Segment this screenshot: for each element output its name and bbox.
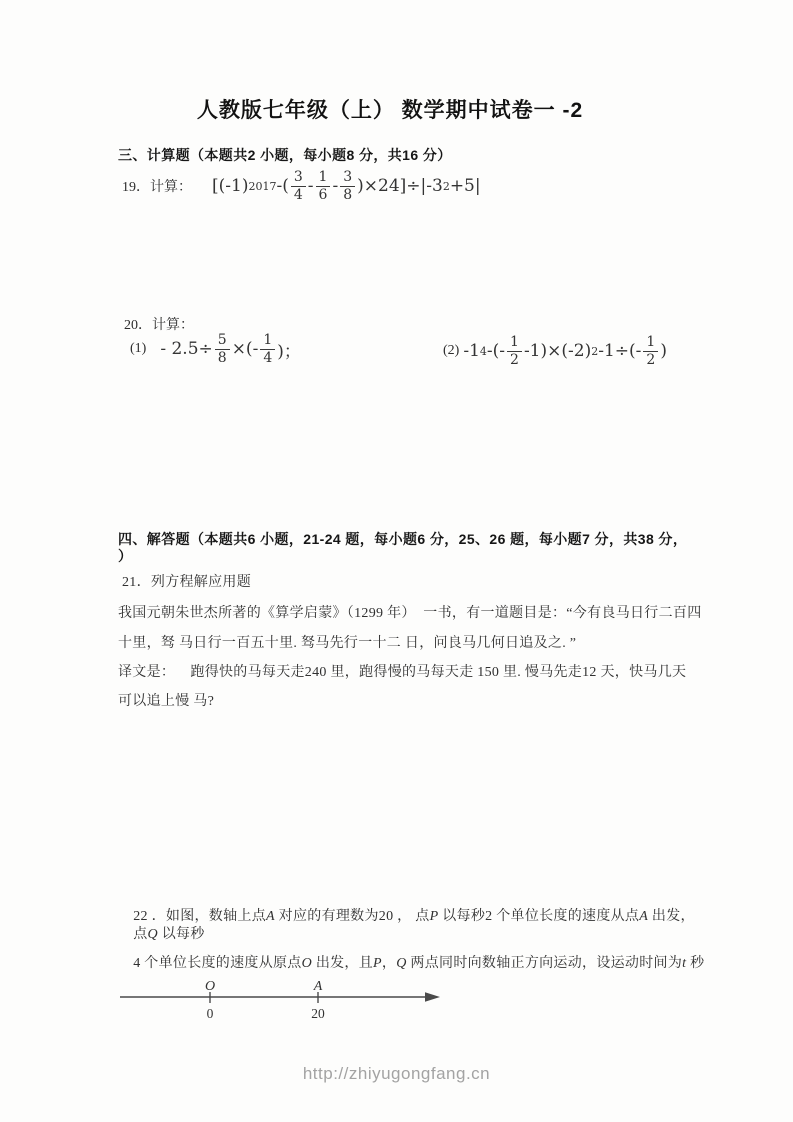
q22-text: 两点同时向数轴正方向运动，设运动时间为: [406, 956, 683, 971]
fraction-numerator: 1: [260, 333, 275, 350]
formula-text: - 2.5÷: [160, 339, 213, 360]
fraction-numerator: 1: [507, 335, 522, 352]
q22-text: 点: [133, 927, 148, 942]
formula-text: )；: [277, 341, 301, 362]
question-19: [122, 170, 481, 202]
origin-value: 0: [206, 1006, 214, 1021]
q22-text: 4 个单位长度的速度从原点: [133, 956, 302, 971]
q22-text: 秒: [686, 956, 705, 971]
fraction: [643, 335, 658, 367]
fraction-denominator: 8: [343, 186, 353, 203]
point-p-var: P: [373, 956, 382, 971]
fraction: [215, 333, 230, 365]
section4-heading-line1: 四、解答题（本题共6 小题，21-24 题，每小题6 分，25、26 题，每小题7 分，共38 分，: [118, 531, 688, 547]
fraction-denominator: 8: [217, 349, 227, 366]
fraction-denominator: 2: [510, 351, 519, 368]
point-a-value: 20: [311, 1006, 325, 1021]
fraction-denominator: 2: [646, 351, 656, 368]
q19-label: 19．计算：: [122, 180, 192, 196]
fraction: [340, 170, 355, 202]
q21-translation-line2: 可以追上慢 马?: [118, 694, 215, 709]
section3-heading: 三、计算题（本题共2 小题，每小题8 分，共16 分）: [118, 147, 452, 163]
formula-text: -: [332, 176, 339, 197]
exponent: 4: [479, 344, 487, 358]
section4-heading-line2: ）: [118, 548, 133, 564]
q21-problem-text-line2: 十里，驽 马日行一百五十里. 驽马先行一十二 日，问良马几何日追及之. ”: [118, 636, 577, 651]
time-var: t: [682, 956, 687, 971]
formula-text: -1: [463, 341, 480, 362]
formula-text: -: [307, 176, 314, 197]
q21-problem-text-line1: 我国元朝朱世杰所著的《算学启蒙》（1299 年） 一书，有一道题目是：“今有良马日行二百四: [118, 606, 702, 621]
fraction-numerator: 5: [215, 333, 230, 350]
formula-text: -(: [276, 176, 289, 197]
fraction: [507, 335, 522, 367]
q22-text: 出发，且: [312, 956, 374, 971]
fraction-denominator: 4: [263, 349, 273, 366]
formula-text: ): [660, 341, 667, 362]
fraction-numerator: 1: [643, 335, 658, 352]
formula-text: ×(-: [231, 339, 259, 360]
q20-part2-label: (2): [443, 343, 460, 359]
point-a-var: A: [639, 909, 649, 924]
origin-label: O: [204, 979, 216, 994]
formula-text: -1)×(-2): [523, 341, 592, 362]
point-p-var: P: [429, 909, 439, 924]
q20-part2-formula: [463, 335, 667, 367]
point-a-var: A: [266, 909, 275, 924]
formula-text: +5|: [449, 176, 481, 197]
formula-text: )×24]÷|-3: [357, 176, 443, 197]
point-q-var: Q: [396, 956, 407, 971]
number-line: [114, 966, 474, 1026]
exponent: 2017: [248, 179, 277, 193]
point-o-var: O: [301, 956, 313, 971]
fraction-numerator: 3: [291, 170, 306, 187]
formula-text: -(-: [486, 341, 506, 362]
q20-part1-label: (1): [130, 341, 147, 357]
q20-part2: [443, 335, 667, 367]
axis-arrowhead-icon: [425, 992, 440, 1002]
exponent: 2: [442, 179, 450, 193]
q20-label: 20．计算：: [124, 318, 194, 333]
fraction-numerator: 1: [316, 170, 331, 187]
q20-part1-formula: [160, 333, 301, 365]
fraction-numerator: 3: [340, 170, 355, 187]
q21-label: 21．列方程解应用题: [122, 575, 251, 590]
q22-text: 22 ．如图，数轴上点: [133, 909, 267, 924]
q22-text: 以每秒2 个单位长度的速度从点: [438, 909, 640, 924]
point-a-label: A: [313, 979, 323, 994]
number-line-figure: [114, 966, 474, 1026]
fraction: [260, 333, 275, 365]
exponent: 2: [591, 344, 599, 358]
fraction: [291, 170, 306, 202]
q22-text: ，: [381, 956, 397, 971]
point-q-var: Q: [147, 927, 158, 942]
q19-formula: [212, 170, 481, 202]
q20-part1: [130, 333, 301, 365]
formula-text: -1÷(-: [598, 341, 642, 362]
formula-text: [(-1): [212, 176, 249, 197]
fraction-denominator: 6: [318, 186, 328, 203]
watermark-url: http://zhiyugongfang.cn: [302, 1064, 491, 1083]
q22-text: 对应的有理数为20 ， 点: [274, 909, 430, 924]
fraction: [316, 170, 331, 202]
fraction-denominator: 4: [293, 186, 303, 203]
page-title: 人教版七年级（上） 数学期中试卷一 -2: [196, 99, 584, 122]
q22-text: 出发，: [648, 909, 695, 924]
q22-text: 以每秒: [157, 927, 205, 942]
q21-translation-line1: 译文是： 跑得快的马每天走240 里，跑得慢的马每天走 150 里. 慢马先走12 天，快马几天: [118, 665, 687, 680]
